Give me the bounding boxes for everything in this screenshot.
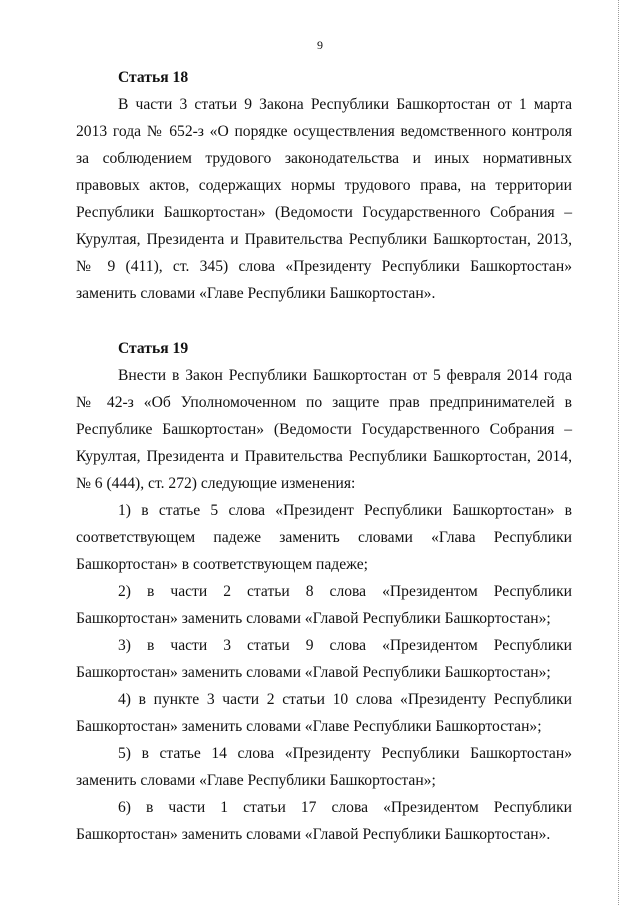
scan-edge-line: [618, 0, 619, 905]
amendment-item-6: 6) в части 1 статьи 17 слова «Президентом Республики Башкортостан» заменить словами «Главой Республики Башкортостан».: [76, 799, 572, 843]
article-19-heading: Статья 19: [118, 340, 189, 357]
article-18-text: В части 3 статьи 9 Закона Республики Башкортостан от 1 марта 2013 года № 652-з «О порядке осуществления ведомственного контроля за соблюдением трудового законодательства и иных нормативных правовых актов, содержащих нормы трудового права, на территории Республики Башкортостан» (Ведомости Государственного Собрания – Курултая, Президента и Правительства Республики Башкортостан, 2013, № 9 (411), ст. 345) слова «Президенту Республики Башкортостан» заменить словами «Главе Республики Башкортостан».: [76, 96, 572, 302]
article-18-heading: Статья 18: [118, 69, 189, 86]
amendment-item-5: 5) в статье 14 слова «Президенту Республики Башкортостан» заменить словами «Главе Республики Башкортостан»;: [76, 745, 572, 789]
amendment-item-2: 2) в части 2 статьи 8 слова «Президентом Республики Башкортостан» заменить словами «Главой Республики Башкортостан»;: [76, 583, 572, 627]
amendment-item-1: 1) в статье 5 слова «Президент Республики Башкортостан» в соответствующем падеже заменить словами «Глава Республики Башкортостан» в соответствующем падеже;: [76, 502, 572, 573]
amendment-item-4: 4) в пункте 3 части 2 статьи 10 слова «Президенту Республики Башкортостан» заменить словами «Главе Республики Башкортостан»;: [76, 691, 572, 735]
article-19-intro: Внести в Закон Республики Башкортостан от 5 февраля 2014 года № 42-з «Об Уполномоченном по защите прав предпринимателей в Республике Башкортостан» (Ведомости Государственного Собрания – Курултая, Президента и Правительства Республики Башкортостан, 2014, № 6 (444), ст. 272) следующие изменения:: [76, 367, 572, 492]
document-body: [76, 64, 572, 848]
page-number: 9: [317, 38, 323, 52]
amendment-item-3: 3) в части 3 статьи 9 слова «Президентом Республики Башкортостан» заменить словами «Главой Республики Башкортостан»;: [76, 637, 572, 681]
